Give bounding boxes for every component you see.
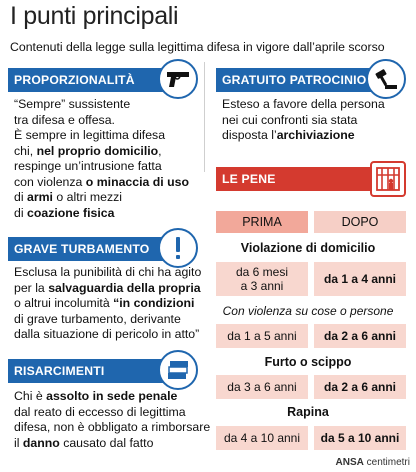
section-pene-label: LE PENE [216, 167, 384, 191]
prison-cell-icon [370, 161, 406, 197]
text-line: tra difesa e offesa. [14, 112, 115, 127]
text-line: o altrui incolumità “in condizioni [14, 296, 195, 310]
text-line: Chi è assolto in sede penale [14, 389, 178, 403]
column-divider [204, 62, 205, 172]
penalty-after: da 2 a 6 anni [314, 324, 406, 348]
text-line: il danno causato dal fatto [14, 435, 154, 450]
crime-label: Con violenza su cose o persone [222, 304, 394, 318]
text-line: Esteso a favore della persona [222, 97, 385, 111]
text-line: disposta l’archiviazione [222, 128, 355, 142]
credit-agency: ANSA [335, 457, 364, 468]
section-gratuito-header [216, 68, 406, 92]
page-subtitle: Contenuti della legge sulla legittima difesa in vigore dall’aprile scorso [10, 40, 385, 54]
text-line: con violenza o minaccia di uso [14, 174, 189, 189]
section-proporzionalita-label: PROPORZIONALITÀ [8, 68, 176, 92]
section-gratuito-text [222, 97, 385, 144]
penalty-before: da 3 a 6 anni [216, 375, 308, 399]
penalty-before: da 1 a 5 anni [216, 324, 308, 348]
crime-label: Violazione di domicilio [240, 241, 376, 255]
section-risarcimenti-header [8, 359, 198, 383]
justice-scale-icon [366, 59, 406, 99]
text-line: È sempre in legittima difesa [14, 128, 166, 142]
text-line: chi, nel proprio domicilio, [14, 143, 162, 158]
section-proporzionalita-text [14, 97, 189, 221]
section-pene-header [216, 167, 406, 191]
text-line: di coazione fisica [14, 205, 115, 220]
section-proporzionalita-header [8, 68, 198, 92]
text-line: “Sempre” sussistente [14, 97, 131, 111]
penalty-before: da 4 a 10 anni [216, 426, 308, 450]
text-line: respinge un’intrusione fatta [14, 159, 162, 173]
text-line: dalla situazione di pericolo in atto” [14, 327, 200, 341]
section-grave-text [14, 265, 201, 343]
penalty-after: da 5 a 10 anni [314, 426, 406, 450]
text-line: dal reato di eccesso di legittima [14, 404, 186, 419]
section-grave-header [8, 237, 198, 261]
section-risarcimenti-text [14, 389, 210, 451]
text-line: per la salvaguardia della propria [14, 280, 201, 295]
section-grave-label: GRAVE TURBAMENTO [8, 237, 176, 261]
penalty-before: da 6 mesi a 3 anni [216, 262, 308, 296]
exclamation-icon [158, 228, 198, 268]
crime-label: Furto o scippo [264, 355, 352, 369]
text-line: nei cui confronti sia stata [222, 112, 358, 127]
section-risarcimenti-label: RISARCIMENTI [8, 359, 176, 383]
column-dopo: DOPO [314, 211, 406, 233]
money-stack-icon [158, 350, 198, 390]
pistol-icon [158, 59, 198, 99]
crime-label: Rapina [287, 405, 329, 419]
text-line: Esclusa la punibilità di chi ha agito [14, 265, 202, 279]
section-gratuito-label: GRATUITO PATROCINIO [216, 68, 384, 92]
column-prima: PRIMA [216, 211, 308, 233]
credit [336, 457, 410, 468]
credit-partner: centimetri [366, 457, 410, 468]
penalty-after: da 2 a 6 anni [314, 375, 406, 399]
penalty-after: da 1 a 4 anni [314, 262, 406, 296]
page-title: I punti principali [10, 2, 179, 30]
text-line: di armi o altri mezzi [14, 190, 122, 204]
text-line: difesa, non è obbligato a rimborsare [14, 420, 211, 434]
text-line: di grave turbamento, derivante [14, 311, 181, 326]
